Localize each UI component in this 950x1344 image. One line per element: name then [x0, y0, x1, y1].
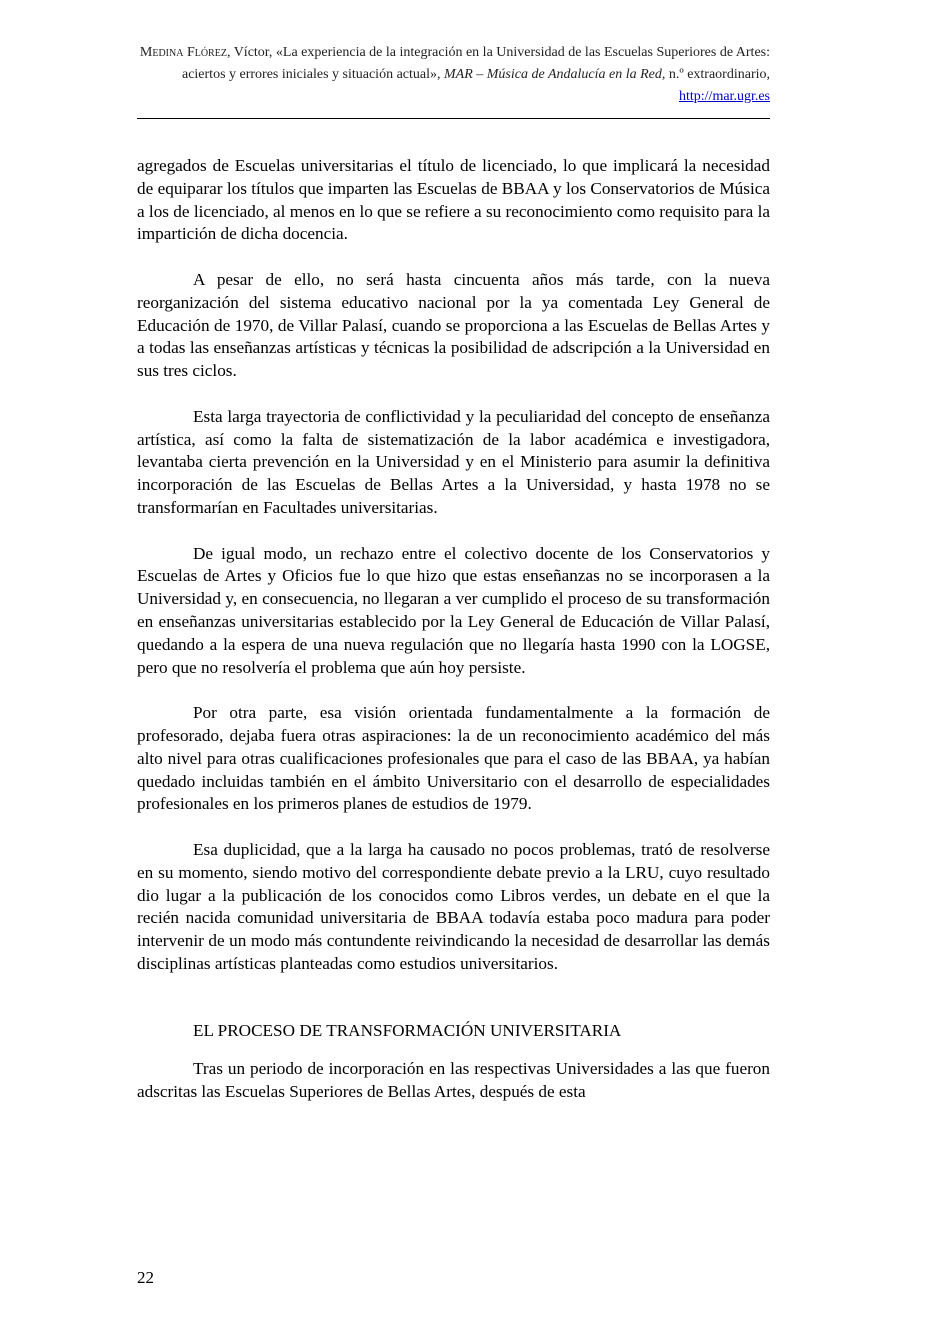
header-journal: MAR – Música de Andalucía en la Red — [444, 67, 662, 82]
running-header — [137, 42, 770, 108]
header-author: Medina Flórez — [139, 45, 227, 60]
paragraph-4: De igual modo, un rechazo entre el colectivo docente de los Conservatorios y Escuelas de Artes y Oficios fue lo que hizo que estas enseñanzas no se incorporasen a la Universidad y, en consecuencia, no llegaran a ver cumplido el proceso de su transformación en enseñanzas universitarias establecido por la Ley General de Educación de Villar Palasí, quedando a la espera de una nueva regulación que no llegaría hasta 1990 con la LOGSE, pero que no resolvería el problema que aún hoy persiste. — [137, 543, 770, 677]
page-number: 22 — [137, 1268, 154, 1287]
paragraph-3: Esta larga trayectoria de conflictividad y la peculiaridad del concepto de enseñanza artística, así como la falta de sistematización de la labor académica e investigadora, levantaba cierta prevención en la Universidad y en el Ministerio para asumir la definitiva incorporación de las Escuelas de Bellas Artes a la Universidad, y hasta 1978 no se transformarían en Facultades universitarias. — [137, 406, 770, 517]
header-rule — [137, 118, 770, 119]
header-url-link[interactable]: http://mar.ugr.es — [679, 89, 770, 104]
page — [137, 42, 770, 1127]
paragraph-7: Tras un periodo de incorporación en las respectivas Universidades a las que fueron adscritas las Escuelas Superiores de Bellas Artes, después de esta — [137, 1059, 770, 1102]
paragraph-5: Por otra parte, esa visión orientada fundamentalmente a la formación de profesorado, dejaba fuera otras aspiraciones: la de un reconocimiento académico del más alto nivel para otras cualificaciones profesionales que para el caso de las BBAA, ya habían quedado incluidas también en el ámbito Universitario con el desarrollo de especialidades profesionales en los primeros planes de estudios de 1979. — [137, 703, 770, 814]
article-body — [137, 155, 770, 1104]
header-article-title: , Víctor, «La experiencia de la integración en la Universidad de las Escuelas Superiores de Artes: aciertos y errores iniciales y situación actual», — [181, 45, 770, 82]
paragraph-2: A pesar de ello, no será hasta cincuenta años más tarde, con la nueva reorganización del sistema educativo nacional por la ya comentada Ley General de Educación de 1970, de Villar Palasí, cuando se proporciona a las Escuelas de Bellas Artes y a todas las enseñanzas artísticas y técnicas la posibilidad de adscripción a la Universidad en sus tres ciclos. — [137, 269, 770, 381]
header-issue: , n.º extraordinario, — [661, 67, 770, 82]
paragraph-1: agregados de Escuelas universitarias el título de licenciado, lo que implicará la necesidad de equiparar los títulos que imparten las Escuelas de BBAA y los Conservatorios de Música a los de licenciado, al menos en lo que se refiere a su reconocimiento como requisito para la impartición de dicha docencia. — [137, 156, 770, 244]
section-heading: EL PROCESO DE TRANSFORMACIÓN UNIVERSITARIA — [193, 1020, 622, 1040]
paragraph-6: Esa duplicidad, que a la larga ha causado no pocos problemas, trató de resolverse en su momento, siendo motivo del correspondiente debate previo a la LRU, cuyo resultado dio lugar a la publicación de los conocidos como Libros verdes, un debate en el que la recién nacida comunidad universitaria de BBAA todavía estaba poco madura para poder intervenir de un modo más contundente reivindicando la necesidad de desarrollar las demás disciplinas artísticas planteadas como estudios universitarios. — [137, 839, 770, 973]
